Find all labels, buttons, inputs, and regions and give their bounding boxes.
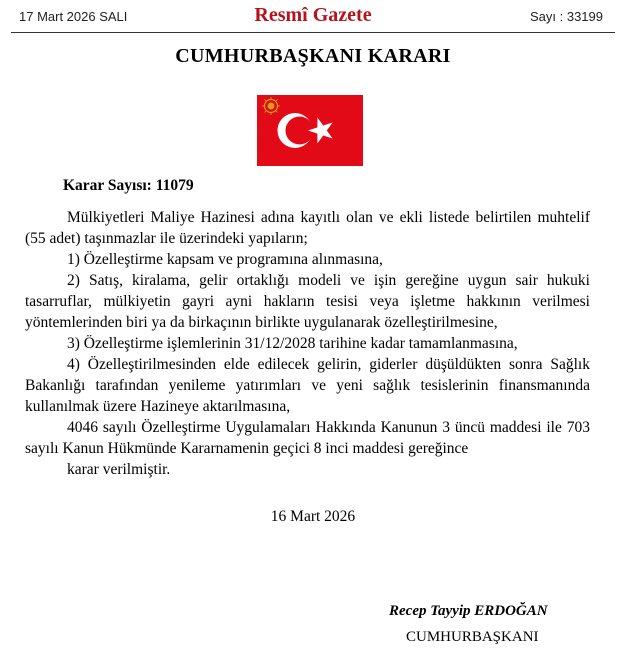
gazette-header [11, 0, 615, 36]
decision-body [25, 207, 590, 480]
issue-date: 17 Mart 2026 SALI [19, 9, 128, 24]
signature-date: 16 Mart 2026 [270, 508, 356, 525]
signer-name: Recep Tayyip ERDOĞAN [389, 603, 548, 619]
item-2-paragraph: 2) Satış, kiralama, gelir ortaklığı modeli ve işin gereğine uygun sair hukuki tasarruflar, mülkiyetin gayri ayni hakların tesisi veya işletme hakkının verilmesi yöntemlerinden biri ya da birkaçının birlikte uygulanarak özelleştirilmesine, [25, 272, 590, 331]
presidential-seal-icon [262, 97, 280, 115]
decision-number: Karar Sayısı: 11079 [63, 177, 194, 194]
item-3-paragraph: 3) Özelleştirme işlemlerinin 31/12/2028 tarihine kadar tamamlanmasına, [67, 335, 518, 352]
legal-basis-paragraph: 4046 sayılı Özelleştirme Uygulamaları Hakkında Kanunun 3 üncü maddesi ile 703 sayılı Kanun Hükmünde Kararnamenin geçici 8 inci maddesi gereğince [25, 419, 590, 457]
intro-paragraph: Mülkiyetleri Maliye Hazinesi adına kayıtlı olan ve ekli listede belirtilen muhtelif (55 adet) taşınmazlar ile üzerindeki yapıların; [25, 209, 590, 247]
item-1-paragraph: 1) Özelleştirme kapsam ve programına alınmasına, [67, 251, 383, 268]
turkish-flag-icon [257, 95, 363, 166]
closing-paragraph: karar verilmiştir. [67, 461, 171, 478]
item-4-paragraph: 4) Özelleştirilmesinden elde edilecek gelirin, giderler düşüldükten sonra Sağlık Bakanlığı tarafından yenileme yatırımları ve yeni sağlık tesislerinin finansmanında kullanılmak üzere Hazineye aktarılmasına, [25, 356, 590, 415]
header-divider [11, 32, 615, 33]
issue-number: Sayı : 33199 [530, 9, 603, 24]
publication-title: Resmî Gazete [254, 4, 372, 26]
document-title: CUMHURBAŞKANI KARARI [175, 45, 451, 67]
signer-title: CUMHURBAŞKANI [406, 629, 539, 645]
